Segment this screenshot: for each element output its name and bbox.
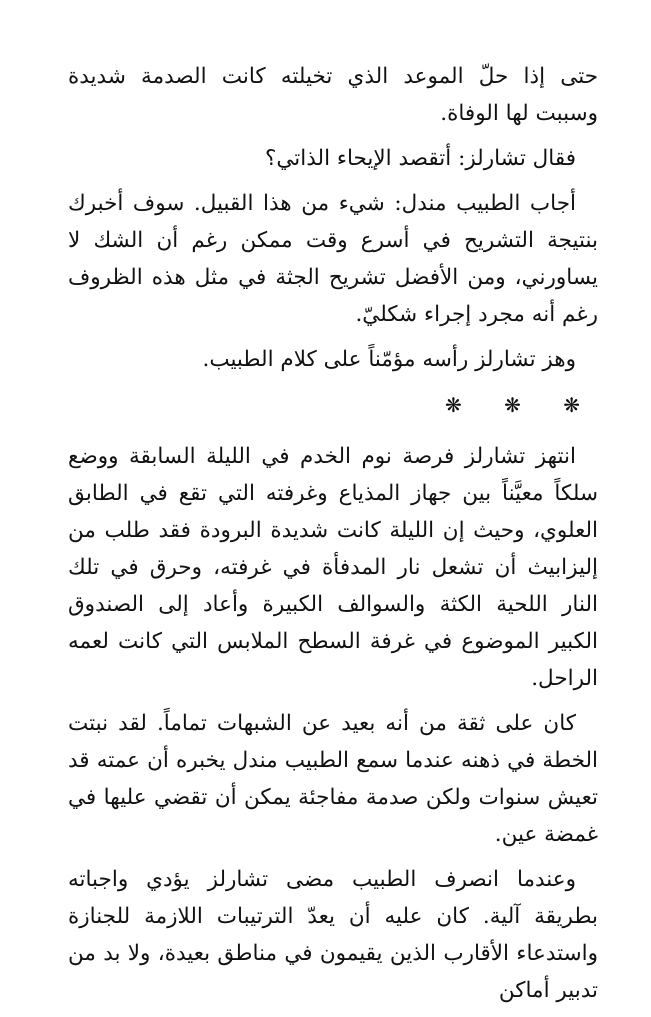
paragraph: حتى إذا حلّ الموعد الذي تخيلته كانت الصدمة شديدة وسببت لها الوفاة. — [68, 64, 598, 126]
paragraph: فقال تشارلز: أتقصد الإيحاء الذاتي؟ — [264, 146, 576, 171]
paragraph: وعندما انصرف الطبيب مضى تشارلز يؤدي واجباته بطريقة آلية. كان عليه أن يعدّ الترتيبات اللازمة للجنازة واستدعاء الأقارب الذين يقيمون في مناطق بعيدة، ولا بد من تدبير أماكن — [68, 867, 598, 1003]
paragraph: وهز تشارلز رأسه مؤمّناً على كلام الطبيب. — [202, 347, 576, 372]
paragraph: انتهز تشارلز فرصة نوم الخدم في الليلة السابقة ووضع سلكاً معيَّناً بين جهاز المذياع وغرفته التي تقع في الطابق العلوي، وحيث إن الليلة كانت شديدة البرودة فقد طلب من إليزابيث أن تشعل نار المدفأة في غرفته، وحرق في تلك النار اللحية الكثة والسوالف الكبيرة وأعاد إلى الصندوق الكبير الموضوع في غرفة السطح الملابس التي كانت لعمه الراحل. — [68, 444, 598, 691]
section-separator: ❋ ❋ ❋ — [445, 393, 598, 417]
paragraph: كان على ثقة من أنه بعيد عن الشبهات تماماً. لقد نبتت الخطة في ذهنه عندما سمع الطبيب مندل يخبره أن عمته قد تعيش سنوات ولكن صدمة مفاجئة يمكن أن تقضي عليها في غمضة عين. — [68, 711, 598, 847]
paragraph: أجاب الطبيب مندل: شيء من هذا القبيل. سوف أخبرك بنتيجة التشريح في أسرع وقت ممكن رغم أن الشك لا يساورني، ومن الأفضل تشريح الجثة في مثل هذه الظروف رغم أنه مجرد إجراء شكليّ. — [68, 191, 598, 327]
book-page — [68, 58, 598, 1017]
